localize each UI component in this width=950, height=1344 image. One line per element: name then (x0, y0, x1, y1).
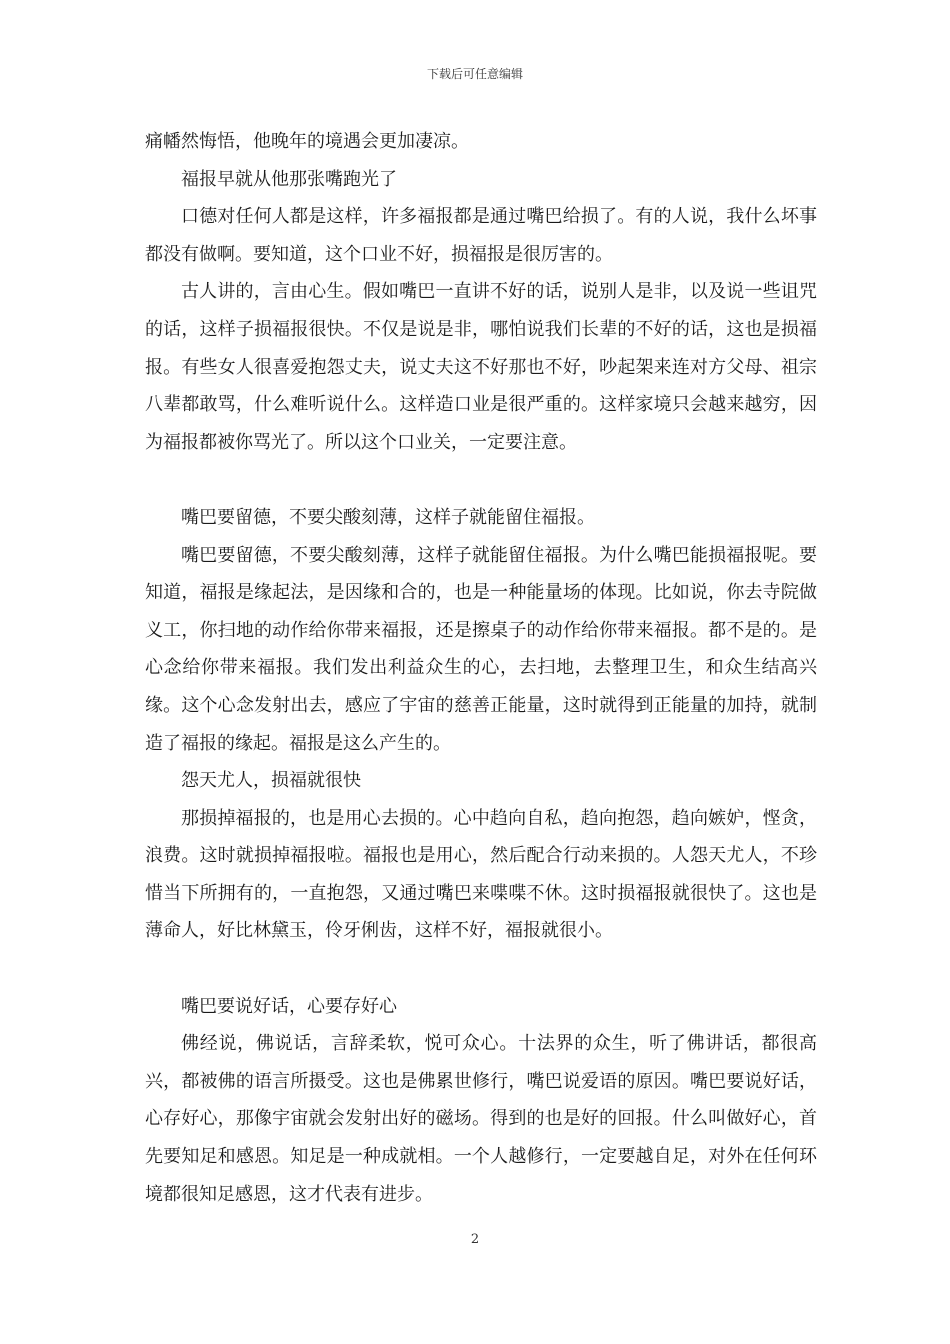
paragraph-continuation: 痛幡然悔悟，他晚年的境遇会更加凄凉。 (145, 131, 469, 152)
paragraph: 那损掉福报的，也是用心去损的。心中趋向自私，趋向抱怨，趋向嫉妒，悭贪，浪费。这时就损掉福报啦。福报也是用心，然后配合行动来损的。人怨天尤人，不珍惜当下所拥有的，一直抱怨，又通过嘴巴来喋喋不休。这时损福报就很快了。这也是薄命人，好比林黛玉，伶牙俐齿，这样不好，福报就很小。 (145, 807, 817, 942)
section-heading: 怨天尤人，损福就很快 (181, 770, 361, 792)
blank-line (145, 950, 817, 988)
section-heading: 福报早就从他那张嘴跑光了 (181, 168, 397, 190)
section-heading: 嘴巴要说好话，心要存好心 (181, 995, 397, 1017)
paragraph: 嘴巴要留德，不要尖酸刻薄，这样子就能留住福报。为什么嘴巴能损福报呢。要知道，福报是缘起法，是因缘和合的，也是一种能量场的体现。比如说，你去寺院做义工，你扫地的动作给你带来福报，还是擦桌子的动作给你带来福报。都不是的。是心念给你带来福报。我们发出利益众生的心，去扫地，去整理卫生，和众生结高兴缘。这个心念发射出去，感应了宇宙的慈善正能量，这时就得到正能量的加持，就制造了福报的缘起。福报是这么产生的。 (145, 544, 817, 754)
document-body (145, 123, 817, 1213)
page-number: 2 (470, 1232, 480, 1247)
section-heading: 嘴巴要留德，不要尖酸刻薄，这样子就能留住福报。 (181, 506, 595, 528)
paragraph: 口德对任何人都是这样，许多福报都是通过嘴巴给损了。有的人说，我什么坏事都没有做啊。要知道，这个口业不好，损福报是很厉害的。 (145, 206, 817, 265)
blank-line (145, 461, 817, 499)
page-header: 下载后可任意编辑 (426, 67, 523, 81)
paragraph: 古人讲的，言由心生。假如嘴巴一直讲不好的话，说别人是非，以及说一些诅咒的话，这样子损福报很快。不仅是说是非，哪怕说我们长辈的不好的话，这也是损福报。有些女人很喜爱抱怨丈夫，说丈夫这不好那也不好，吵起架来连对方父母、祖宗八辈都敢骂，什么难听说什么。这样造口业是很严重的。这样家境只会越来越穷，因为福报都被你骂光了。所以这个口业关，一定要注意。 (145, 281, 817, 453)
paragraph: 佛经说，佛说话，言辞柔软，悦可众心。十法界的众生，听了佛讲话，都很高兴，都被佛的语言所摄受。这也是佛累世修行，嘴巴说爱语的原因。嘴巴要说好话，心存好心，那像宇宙就会发射出好的磁场。得到的也是好的回报。什么叫做好心，首先要知足和感恩。知足是一种成就相。一个人越修行，一定要越自足，对外在任何环境都很知足感恩，这才代表有进步。 (145, 1033, 817, 1205)
